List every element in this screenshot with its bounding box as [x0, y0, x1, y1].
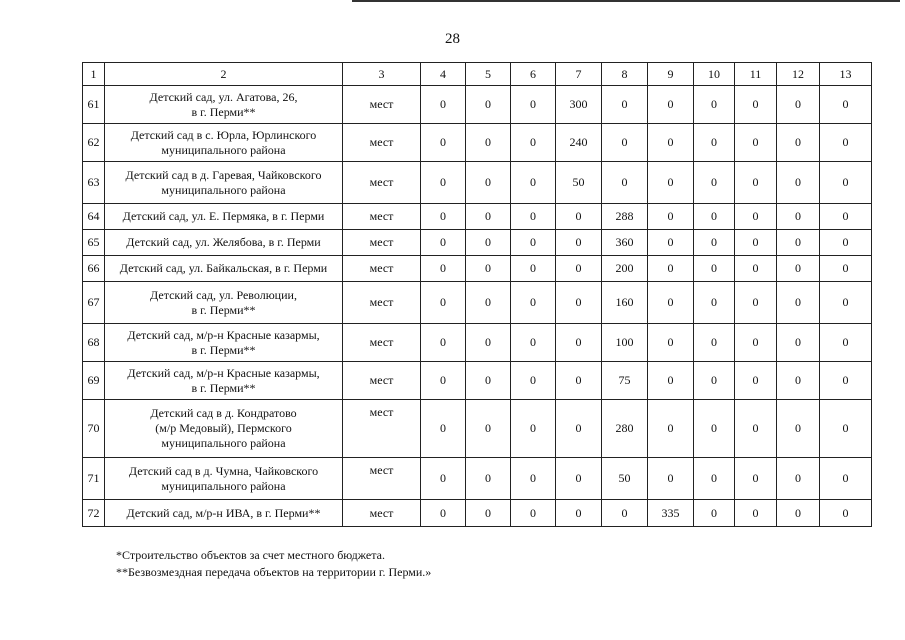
value-cell: 0 [421, 282, 466, 324]
value-cell: 0 [694, 230, 735, 256]
footnotes [116, 547, 431, 581]
value-cell: 0 [421, 458, 466, 500]
header-cell: 12 [777, 63, 820, 86]
object-name-line: (м/р Медовый), Пермского [155, 421, 292, 435]
row-number: 65 [83, 230, 105, 256]
value-cell: 0 [820, 500, 872, 527]
value-cell: 0 [820, 282, 872, 324]
value-cell: 0 [511, 256, 556, 282]
unit-cell: мест [343, 256, 421, 282]
value-cell: 0 [648, 400, 694, 458]
value-cell: 0 [735, 400, 777, 458]
object-name-line: Детский сад, ул. Агатова, 26, [149, 89, 298, 104]
value-cell: 0 [466, 362, 511, 400]
value-cell: 0 [421, 162, 466, 204]
value-cell: 0 [466, 256, 511, 282]
value-cell: 0 [694, 204, 735, 230]
top-rule [352, 0, 900, 2]
value-cell: 0 [777, 162, 820, 204]
value-cell: 0 [820, 458, 872, 500]
object-name [105, 204, 343, 230]
value-cell: 0 [466, 230, 511, 256]
value-cell: 0 [777, 362, 820, 400]
value-cell: 50 [556, 162, 602, 204]
value-cell: 0 [556, 230, 602, 256]
footnote-free-transfer: **Безвозмездная передача объектов на территории г. Перми.» [116, 565, 432, 579]
object-name-line: муниципального района [161, 142, 286, 157]
value-cell: 0 [694, 86, 735, 124]
object-name [105, 230, 343, 256]
object-name-line: Детский сад, ул. Е. Пермяка, в г. Перми [122, 209, 325, 223]
object-name [105, 282, 343, 324]
value-cell: 0 [511, 162, 556, 204]
row-number: 68 [83, 324, 105, 362]
value-cell: 0 [777, 86, 820, 124]
header-cell: 6 [511, 63, 556, 86]
value-cell: 75 [602, 362, 648, 400]
value-cell: 0 [735, 282, 777, 324]
table-row [83, 162, 872, 204]
value-cell: 360 [602, 230, 648, 256]
object-name-line: в г. Перми** [191, 342, 256, 357]
value-cell: 0 [820, 86, 872, 124]
row-number: 64 [83, 204, 105, 230]
value-cell: 0 [556, 256, 602, 282]
value-cell: 0 [511, 400, 556, 458]
row-number: 67 [83, 282, 105, 324]
value-cell: 0 [511, 124, 556, 162]
header-cell: 3 [343, 63, 421, 86]
header-cell: 9 [648, 63, 694, 86]
value-cell: 0 [735, 124, 777, 162]
value-cell: 0 [648, 162, 694, 204]
table-row [83, 204, 872, 230]
value-cell: 0 [421, 86, 466, 124]
object-name [105, 162, 343, 204]
unit-cell: мест [343, 324, 421, 362]
object-name [105, 400, 343, 458]
value-cell: 0 [556, 362, 602, 400]
table-row [83, 86, 872, 124]
object-name [105, 458, 343, 500]
value-cell: 0 [466, 324, 511, 362]
object-name [105, 362, 343, 400]
value-cell: 0 [421, 362, 466, 400]
value-cell: 0 [556, 324, 602, 362]
value-cell: 0 [777, 458, 820, 500]
value-cell: 0 [648, 124, 694, 162]
value-cell: 0 [777, 500, 820, 527]
value-cell: 0 [466, 204, 511, 230]
row-number: 72 [83, 500, 105, 527]
value-cell: 0 [735, 86, 777, 124]
object-name-line: Детский сад в д. Кондратово [150, 406, 297, 420]
value-cell: 0 [602, 124, 648, 162]
object-name-line: муниципального района [161, 182, 286, 197]
value-cell: 0 [421, 324, 466, 362]
value-cell: 0 [511, 86, 556, 124]
value-cell: 0 [820, 324, 872, 362]
value-cell: 0 [694, 362, 735, 400]
table-row [83, 400, 872, 458]
table-body [83, 86, 872, 527]
object-name-line: Детский сад, ул. Революции, [150, 287, 297, 302]
value-cell: 0 [466, 400, 511, 458]
row-number: 63 [83, 162, 105, 204]
value-cell: 0 [466, 282, 511, 324]
table-row [83, 324, 872, 362]
row-number: 61 [83, 86, 105, 124]
object-name-line: Детский сад в д. Гаревая, Чайковского [125, 167, 322, 182]
value-cell: 0 [694, 500, 735, 527]
object-name-line: Детский сад, м/р-н Красные казармы, [127, 365, 320, 380]
unit-cell: мест [343, 362, 421, 400]
unit-cell: мест [343, 230, 421, 256]
value-cell: 0 [777, 124, 820, 162]
value-cell: 50 [602, 458, 648, 500]
value-cell: 0 [735, 230, 777, 256]
value-cell: 0 [820, 256, 872, 282]
value-cell: 0 [556, 204, 602, 230]
value-cell: 0 [735, 500, 777, 527]
value-cell: 0 [466, 162, 511, 204]
value-cell: 0 [777, 282, 820, 324]
value-cell: 0 [735, 362, 777, 400]
header-cell: 11 [735, 63, 777, 86]
value-cell: 0 [648, 362, 694, 400]
header-row [83, 63, 872, 86]
object-name-line: муниципального района [161, 478, 286, 493]
value-cell: 0 [694, 124, 735, 162]
table-row [83, 230, 872, 256]
object-name-line: Детский сад в д. Чумна, Чайковского [128, 463, 319, 478]
header-cell: 13 [820, 63, 872, 86]
value-cell: 0 [694, 400, 735, 458]
table-row [83, 362, 872, 400]
header-cell: 10 [694, 63, 735, 86]
value-cell: 0 [511, 500, 556, 527]
unit-cell: мест [343, 500, 421, 527]
value-cell: 240 [556, 124, 602, 162]
value-cell: 0 [466, 500, 511, 527]
object-name [105, 256, 343, 282]
value-cell: 0 [735, 458, 777, 500]
value-cell: 0 [820, 162, 872, 204]
value-cell: 0 [511, 362, 556, 400]
value-cell: 160 [602, 282, 648, 324]
value-cell: 0 [421, 124, 466, 162]
row-number: 69 [83, 362, 105, 400]
value-cell: 0 [777, 256, 820, 282]
value-cell: 0 [466, 124, 511, 162]
object-name-line: Детский сад, ул. Байкальская, в г. Перми [119, 261, 328, 275]
value-cell: 288 [602, 204, 648, 230]
value-cell: 0 [777, 204, 820, 230]
value-cell: 0 [511, 458, 556, 500]
header-cell: 1 [83, 63, 105, 86]
table-row [83, 124, 872, 162]
table-row [83, 458, 872, 500]
row-number: 71 [83, 458, 105, 500]
unit-cell: мест [343, 86, 421, 124]
value-cell: 0 [777, 400, 820, 458]
value-cell: 0 [421, 400, 466, 458]
value-cell: 0 [511, 282, 556, 324]
value-cell: 0 [694, 458, 735, 500]
page-number: 28 [445, 31, 460, 47]
value-cell: 0 [820, 230, 872, 256]
value-cell: 0 [820, 204, 872, 230]
object-name-line: в г. Перми** [191, 302, 256, 317]
value-cell: 0 [421, 256, 466, 282]
value-cell: 0 [735, 162, 777, 204]
unit-cell: мест [343, 162, 421, 204]
row-number: 62 [83, 124, 105, 162]
value-cell: 300 [556, 86, 602, 124]
value-cell: 0 [421, 500, 466, 527]
value-cell: 335 [648, 500, 694, 527]
object-name-line: Детский сад, м/р-н ИВА, в г. Перми** [126, 505, 321, 520]
value-cell: 0 [777, 230, 820, 256]
header-cell: 2 [105, 63, 343, 86]
value-cell: 200 [602, 256, 648, 282]
value-cell: 0 [820, 362, 872, 400]
object-name-line: в г. Перми** [191, 380, 256, 395]
value-cell: 0 [648, 230, 694, 256]
unit-cell: мест [343, 400, 421, 458]
value-cell: 0 [421, 230, 466, 256]
object-name-line: Детский сад в с. Юрла, Юрлинского [130, 127, 317, 142]
value-cell: 100 [602, 324, 648, 362]
value-cell: 0 [648, 256, 694, 282]
value-cell: 0 [735, 204, 777, 230]
value-cell: 0 [694, 282, 735, 324]
header-cell: 4 [421, 63, 466, 86]
value-cell: 0 [648, 204, 694, 230]
object-name [105, 500, 343, 527]
value-cell: 0 [511, 324, 556, 362]
unit-cell: мест [343, 282, 421, 324]
value-cell: 0 [648, 86, 694, 124]
object-name [105, 86, 343, 124]
value-cell: 280 [602, 400, 648, 458]
value-cell: 0 [556, 500, 602, 527]
value-cell: 0 [735, 256, 777, 282]
object-name-line: Детский сад, м/р-н Красные казармы, [127, 327, 320, 342]
table-row [83, 282, 872, 324]
value-cell: 0 [556, 458, 602, 500]
value-cell: 0 [777, 324, 820, 362]
object-name-line: в г. Перми** [191, 104, 256, 119]
value-cell: 0 [820, 400, 872, 458]
value-cell: 0 [602, 86, 648, 124]
value-cell: 0 [556, 400, 602, 458]
value-cell: 0 [648, 282, 694, 324]
unit-cell: мест [343, 124, 421, 162]
value-cell: 0 [466, 86, 511, 124]
row-number: 66 [83, 256, 105, 282]
object-name [105, 124, 343, 162]
table-row [83, 500, 872, 527]
object-name-line: Детский сад, ул. Желябова, в г. Перми [126, 235, 321, 249]
value-cell: 0 [648, 324, 694, 362]
footnote-local-budget: *Строительство объектов за счет местного бюджета. [116, 548, 385, 562]
value-cell: 0 [735, 324, 777, 362]
header-cell: 8 [602, 63, 648, 86]
value-cell: 0 [602, 162, 648, 204]
value-cell: 0 [694, 256, 735, 282]
value-cell: 0 [602, 500, 648, 527]
row-number: 70 [83, 400, 105, 458]
value-cell: 0 [694, 324, 735, 362]
value-cell: 0 [820, 124, 872, 162]
value-cell: 0 [466, 458, 511, 500]
value-cell: 0 [694, 162, 735, 204]
value-cell: 0 [511, 230, 556, 256]
header-cell: 5 [466, 63, 511, 86]
value-cell: 0 [421, 204, 466, 230]
object-name-line: муниципального района [161, 436, 286, 450]
value-cell: 0 [511, 204, 556, 230]
table-row [83, 256, 872, 282]
capacity-table [82, 62, 872, 527]
unit-cell: мест [343, 204, 421, 230]
value-cell: 0 [556, 282, 602, 324]
value-cell: 0 [648, 458, 694, 500]
unit-cell: мест [343, 458, 421, 500]
header-cell: 7 [556, 63, 602, 86]
object-name [105, 324, 343, 362]
